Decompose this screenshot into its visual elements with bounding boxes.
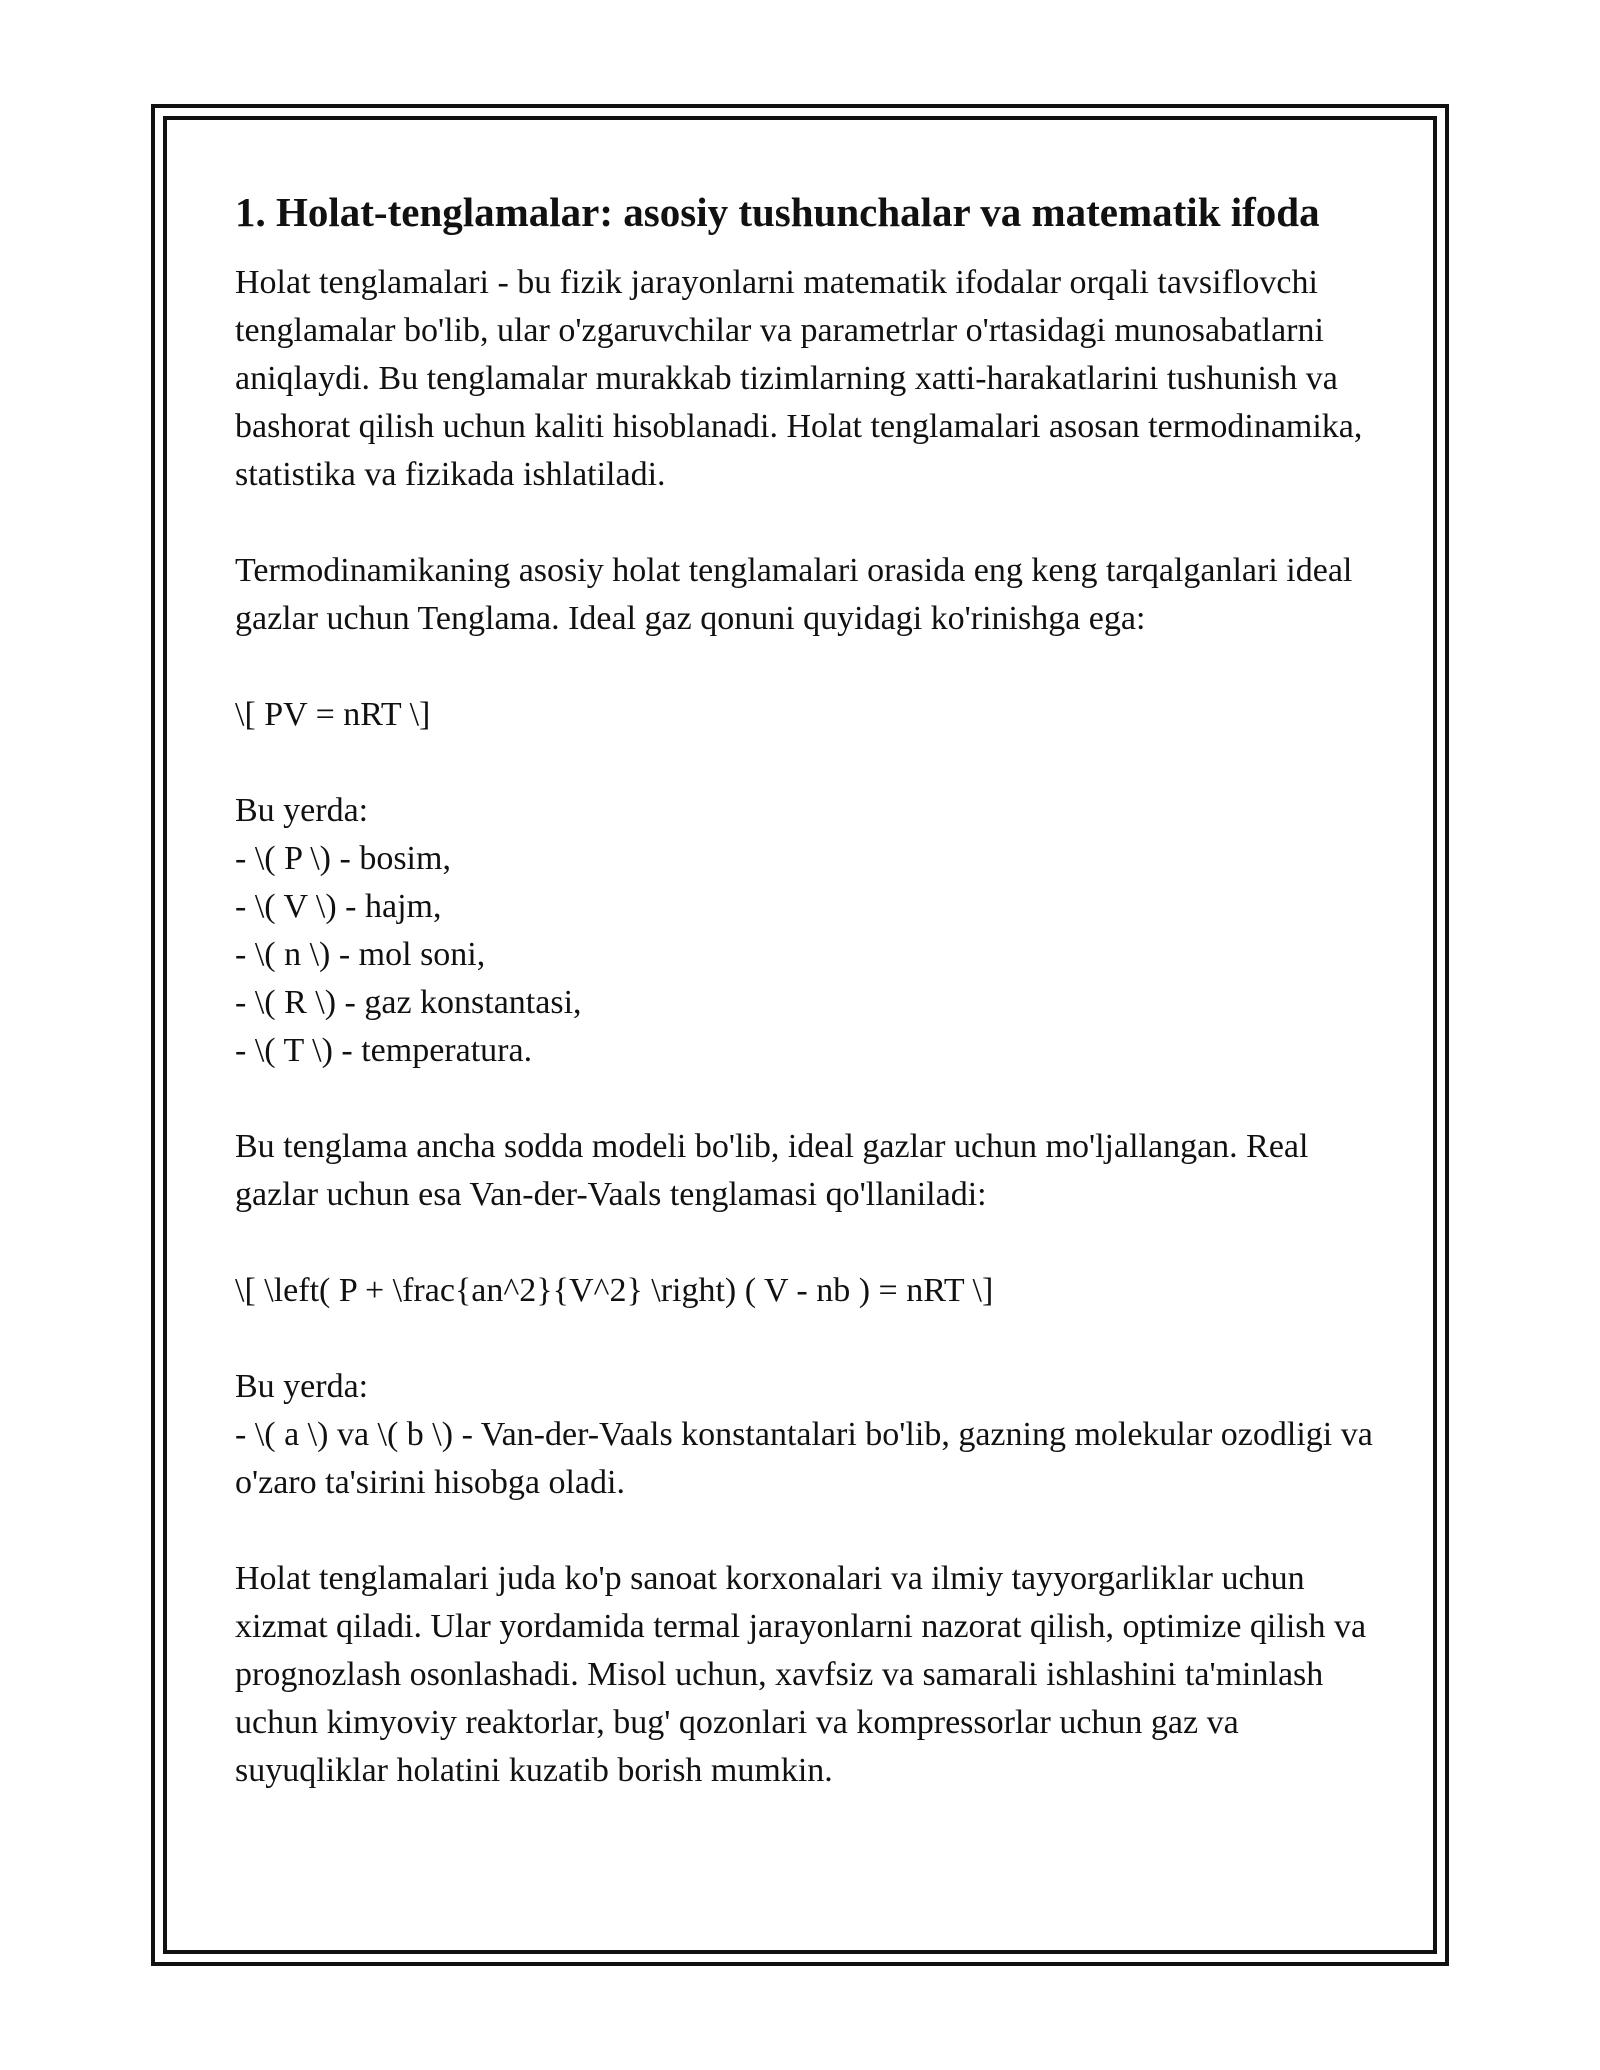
where-item-volume: - \( V \) - hajm,: [235, 888, 442, 926]
where-item-constants: - \( a \) va \( b \) - Van-der-Vaals konstantalari bo'lib, gazning molekular ozodligi va o'zaro ta'sirini hisobga oladi.: [235, 1416, 1373, 1502]
formula-van-der-waals: \[ \left( P + \frac{an^2}{V^2} \right) ( V - nb ) = nRT \]: [235, 1272, 994, 1310]
where-block-van-der-waals: [235, 1363, 1375, 1507]
document-body: [235, 188, 1375, 1843]
paragraph-applications: Holat tenglamalari juda ko'p sanoat korxonalari va ilmiy tayyorgarliklar uchun xizmat qiladi. Ular yordamida termal jarayonlarni nazorat qilish, optimize qilish va prognozlash osonlashadi. Misol uchun, xavfsiz va samarali ishlashini ta'minlash uchun kimyoviy reaktorlar, bug' qozonlari va kompressorlar uchun gaz va suyuqliklar holatini kuzatib borish mumkin.: [235, 1560, 1367, 1790]
where-item-pressure: - \( P \) - bosim,: [235, 840, 451, 878]
section-heading: 1. Holat-tenglamalar: asosiy tushunchalar va matematik ifoda: [235, 189, 1320, 235]
formula-ideal-gas: \[ PV = nRT \]: [235, 696, 431, 734]
paragraph-definition: Holat tenglamalari - bu fizik jarayonlarni matematik ifodalar orqali tavsiflovchi tenglamalar bo'lib, ular o'zgaruvchilar va parametrlar o'rtasidagi munosabatlarni aniqlaydi. Bu tenglamalar murakkab tizimlarning xatti-harakatlarini tushunish va bashorat qilish uchun kaliti hisoblanadi. Holat tenglamalari asosan termodinamika, statistika va fizikada ishlatiladi.: [235, 264, 1363, 494]
paragraph-real-gas-intro: Bu tenglama ancha sodda modeli bo'lib, ideal gazlar uchun mo'ljallangan. Real gazlar uchun esa Van-der-Vaals tenglamasi qo'llaniladi:: [235, 1128, 1309, 1214]
where-item-moles: - \( n \) - mol soni,: [235, 936, 486, 974]
where-intro: Bu yerda:: [235, 792, 369, 830]
paragraph-ideal-gas-intro: Termodinamikaning asosiy holat tenglamalari orasida eng keng tarqalganlari ideal gazlar uchun Tenglama. Ideal gaz qonuni quyidagi ko'rinishga ega:: [235, 552, 1353, 638]
where-item-gas-constant: - \( R \) - gaz konstantasi,: [235, 984, 582, 1022]
where-intro: Bu yerda:: [235, 1368, 369, 1406]
where-item-temperature: - \( T \) - temperatura.: [235, 1032, 533, 1070]
where-block-ideal-gas: [235, 787, 1375, 1075]
